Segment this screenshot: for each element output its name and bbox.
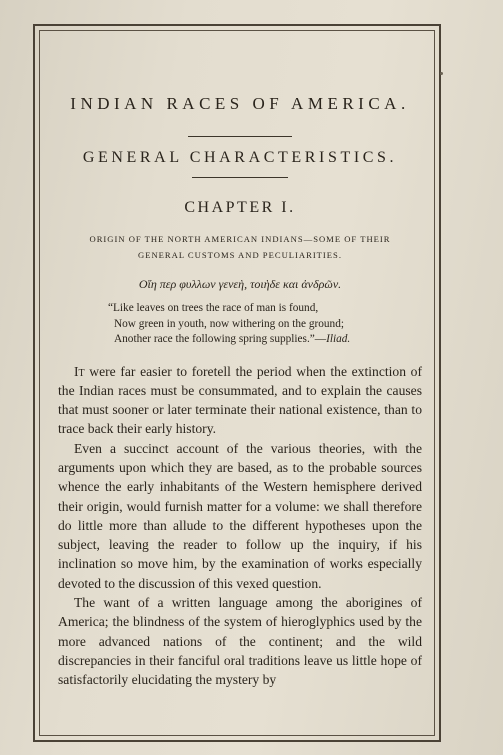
verse-source: Iliad.: [326, 333, 351, 345]
greek-epigraph: Οἵη περ φυλλων γενεὴ, τοιὴδε και ἀνδρῶν.: [138, 277, 342, 291]
verse-line3-text: Another race the following spring supplies.”—: [114, 333, 327, 345]
verse-line3: [114, 332, 422, 348]
chapter-subtitle-line2: GENERAL CUSTOMS AND PECULIARITIES.: [138, 250, 342, 260]
chapter-heading: CHAPTER I.: [184, 199, 296, 216]
body-paragraph-3: The want of a written language among the aborigines of America; the blindness of the system of hieroglyphics used by the more advanced nations of the continent; and the wild discrepancies in their fanciful oral traditions leave us little hope of satisfactorily elucidating the mystery by: [58, 595, 422, 688]
book-title: INDIAN RACES OF AMERICA.: [70, 94, 410, 113]
section-heading: GENERAL CHARACTERISTICS.: [82, 149, 398, 166]
chapter-subtitle-line1: ORIGIN OF THE NORTH AMERICAN INDIANS—SOME OF THEIR: [89, 234, 391, 244]
paragraph1-text: were far easier to foretell the period when the extinction of the Indian races must be consummated, and to explain the causes that must sooner or later terminate their national existence, than to trace back their early history.: [58, 363, 422, 437]
section-rule: [192, 177, 288, 178]
page-content: [58, 60, 422, 690]
chapter-subtitle: [58, 231, 422, 263]
body-paragraph-2: Even a succinct account of the various theories, with the arguments upon which they are based, as to the probable sources whence the early inhabitants of the Western hemisphere derived their origin, would furnish matter for a volume: we shall therefore do little more than allude to the different hypotheses upon the subject, leaving the reader to follow up the inquiry, if his inclination so move him, by the examination of works especially devoted to the discussion of this vexed question.: [58, 440, 422, 591]
verse-line2: Now green in youth, now withering on the ground;: [114, 317, 344, 330]
verse-line1: “Like leaves on trees the race of man is found,: [108, 302, 319, 314]
title-rule: [188, 136, 292, 137]
verse-epigraph: [108, 301, 422, 348]
page-speck: [440, 72, 443, 75]
body-paragraph-1: [58, 362, 422, 439]
paragraph1-lead: It: [74, 363, 85, 379]
